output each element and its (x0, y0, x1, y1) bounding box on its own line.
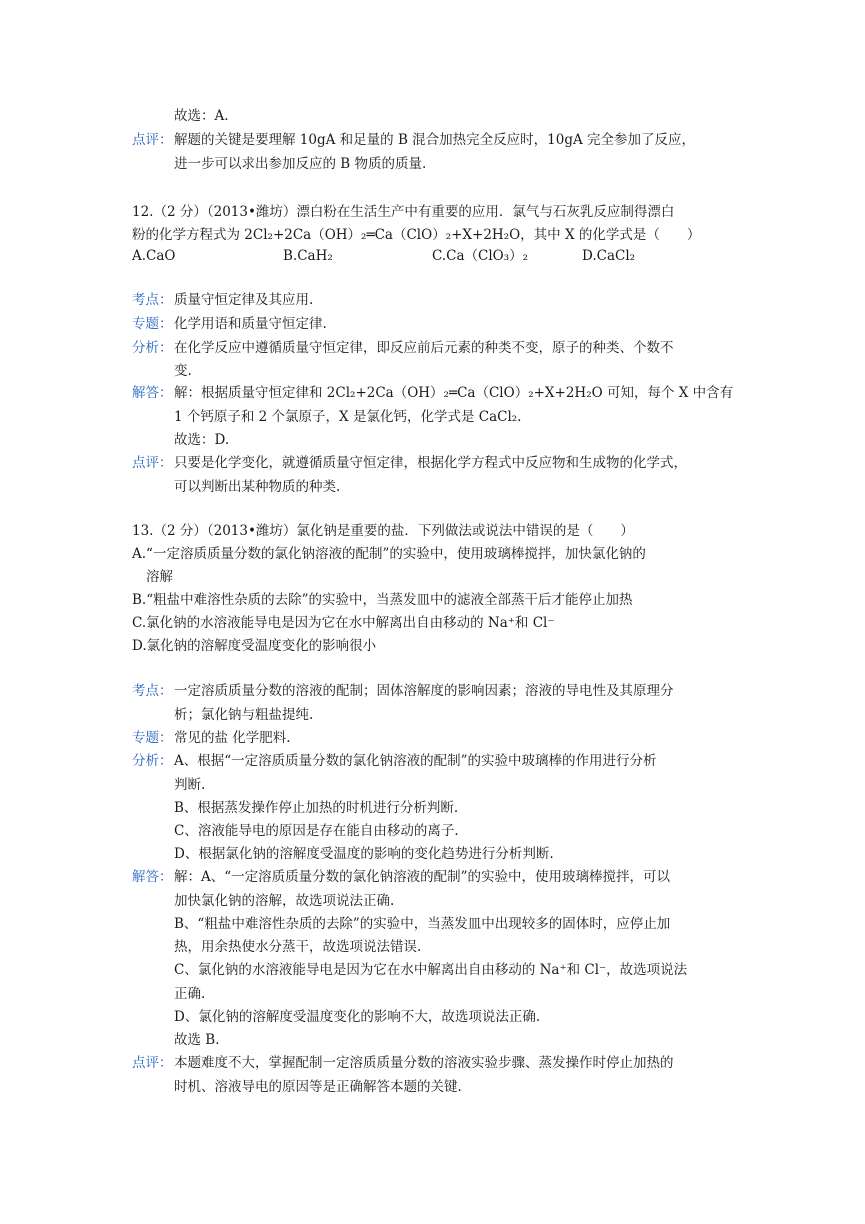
q13-kaodian-line: 析；氯化钠与粗盐提纯. (174, 707, 314, 723)
q13-jieda-line: 热，用余热使水分蒸干，故选项说法错误. (174, 939, 422, 955)
q13-jieda-label: 解答： (132, 869, 173, 885)
q12-option-a: A.CaO (132, 248, 176, 264)
q11-answer: 故选：A. (174, 108, 229, 124)
q13-jieda-line: 故选 B. (174, 1032, 220, 1048)
q13-fenxi-line: A、根据“一定溶质质量分数的氯化钠溶液的配制”的实验中玻璃棒的作用进行分析 (174, 753, 657, 769)
q12-jieda-line: 故选：D. (174, 432, 230, 448)
q13-fenxi-line: C、溶液能导电的原因是存在能自由移动的离子. (174, 823, 459, 839)
q11-review-line: 解题的关键是要理解 10gA 和足量的 B 混合加热完全反应时，10gA 完全参加了反应， (174, 132, 696, 148)
q12-kaodian: 质量守恒定律及其应用. (174, 292, 314, 308)
q13-stem: 13.（2 分）（2013•潍坊）氯化钠是重要的盐．下列做法或说法中错误的是（ ） (132, 523, 634, 539)
q12-dianping-line: 只要是化学变化，就遵循质量守恒定律，根据化学方程式中反应物和生成物的化学式， (174, 455, 687, 471)
q12-zhuanti-label: 专题： (132, 316, 173, 332)
q13-option-b: B.“粗盐中难溶性杂质的去除”的实验中，当蒸发皿中的滤液全部蒸干后才能停止加热 (132, 592, 633, 608)
q13-jieda-line: 加快氯化钠的溶解，故选项说法正确. (174, 893, 395, 909)
q11-review-label: 点评： (132, 132, 173, 148)
q12-dianping-label: 点评： (132, 455, 173, 471)
q13-zhuanti: 常见的盐 化学肥料. (174, 730, 291, 746)
q13-jieda-line: B、“粗盐中难溶性杂质的去除”的实验中，当蒸发皿中出现较多的固体时，应停止加 (174, 916, 671, 932)
q13-dianping-label: 点评： (132, 1055, 173, 1071)
q13-kaodian-label: 考点： (132, 683, 173, 699)
q12-fenxi-line: 在化学反应中遵循质量守恒定律，即反应前后元素的种类不变，原子的种类、个数不 (174, 340, 674, 356)
q12-fenxi-label: 分析： (132, 340, 173, 356)
q13-option-d: D.氯化钠的溶解度受温度变化的影响很小 (132, 638, 377, 654)
q13-dianping-line: 时机、溶液导电的原因等是正确解答本题的关键. (174, 1079, 462, 1095)
q11-review-line: 进一步可以求出参加反应的 B 物质的质量. (174, 156, 427, 172)
q12-stem-line: 12.（2 分）（2013•潍坊）漂白粉在生活生产中有重要的应用．氯气与石灰乳反应制得漂白 (132, 204, 675, 220)
q13-fenxi-line: D、根据氯化钠的溶解度受温度的影响的变化趋势进行分析判断. (174, 846, 554, 862)
q13-jieda-line: D、氯化钠的溶解度受温度变化的影响不大，故选项说法正确. (174, 1009, 541, 1025)
q13-option-c: C.氯化钠的水溶液能导电是因为它在水中解离出自由移动的 Na⁺和 Cl⁻ (132, 615, 555, 631)
q13-dianping-line: 本题难度不大，掌握配制一定溶质质量分数的溶液实验步骤、蒸发操作时停止加热的 (174, 1055, 674, 1071)
q12-jieda-line: 解：根据质量守恒定律和 2Cl₂+2Ca（OH）₂═Ca（ClO）₂+X+2H₂O 可知，每个 X 中含有 (174, 385, 734, 401)
q12-stem-line: 粉的化学方程式为 2Cl₂+2Ca（OH）₂═Ca（ClO）₂+X+2H₂O，其中 X 的化学式是（ ） (132, 227, 701, 243)
q12-option-d: D.CaCl₂ (582, 248, 636, 264)
q13-fenxi-line: 判断. (174, 777, 206, 793)
q13-jieda-line: 解：A、“一定溶质质量分数的氯化钠溶液的配制”的实验中，使用玻璃棒搅拌，可以 (174, 869, 671, 885)
q13-fenxi-label: 分析： (132, 753, 173, 769)
q13-jieda-line: 正确. (174, 986, 206, 1002)
q13-kaodian-line: 一定溶质质量分数的溶液的配制；固体溶解度的影响因素；溶液的导电性及其原理分 (174, 683, 674, 699)
q13-zhuanti-label: 专题： (132, 730, 173, 746)
q13-fenxi-line: B、根据蒸发操作停止加热的时机进行分析判断. (174, 800, 459, 816)
q12-fenxi-line: 变. (174, 363, 192, 379)
q12-option-b: B.CaH₂ (283, 248, 333, 264)
q12-jieda-label: 解答： (132, 385, 173, 401)
q12-zhuanti: 化学用语和质量守恒定律. (174, 316, 327, 332)
q12-option-c: C.Ca（ClO₃）₂ (432, 248, 529, 264)
q12-jieda-line: 1 个钙原子和 2 个氯原子，X 是氯化钙，化学式是 CaCl₂. (174, 409, 522, 425)
q13-option-a: A.“一定溶质质量分数的氯化钠溶液的配制”的实验中，使用玻璃棒搅拌，加快氯化钠的 (132, 546, 646, 562)
q13-option-a-cont: 溶解 (146, 569, 173, 585)
q12-dianping-line: 可以判断出某种物质的种类. (174, 479, 341, 495)
q13-jieda-line: C、氯化钠的水溶液能导电是因为它在水中解离出自由移动的 Na⁺和 Cl⁻，故选项说法 (174, 962, 688, 978)
q12-kaodian-label: 考点： (132, 292, 173, 308)
